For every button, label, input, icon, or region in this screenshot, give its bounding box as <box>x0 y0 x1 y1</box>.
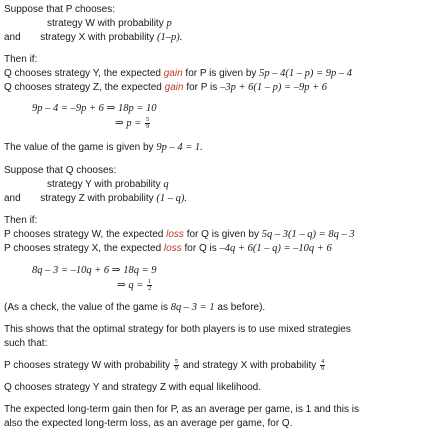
conclusion-line-1: This shows that the optimal strategy for both players is to use mixed strategies <box>4 324 351 335</box>
q-strategy-summary: Q chooses strategy Y and strategy Z with equal likelihood. <box>4 382 261 393</box>
loss-word: loss <box>163 243 182 254</box>
fraction-p: $\frac{5}{9}$ <box>146 116 150 131</box>
equation-q-1: 8q – 3 = –10q + 6 ⇒ 18q = 9 <box>32 265 157 276</box>
equation-q-2: ⇒ q = $\frac{1}{2}$ <box>117 278 152 293</box>
q-choice-intro: Suppose that Q chooses: <box>4 165 117 176</box>
final-paragraph-line-2: also the expected long-term loss, as an average per game, for Q. <box>4 418 293 429</box>
then-if-heading-2: Then if: <box>4 215 38 226</box>
conclusion-line-2: such that: <box>4 338 48 349</box>
check-line: (As a check, the value of the game is 8q – 3 = 1 as before). <box>4 302 266 313</box>
q-chooses-z-line: Q chooses strategy Z, the expected gain for P is –3p + 6(1 – p) = –9p + 6 <box>4 82 328 93</box>
p-chooses-x-line: P chooses strategy X, the expected loss for Q is –4q + 6(1 – q) = –10q + 6 <box>4 243 332 254</box>
q-chooses-y-line: Q chooses strategy Y, the expected gain for P is given by 5p – 4(1 – p) = 9p – 4 <box>4 68 353 79</box>
final-paragraph-line-1: The expected long-term gain then for P, as an average per game, is 1 and this is <box>4 404 360 415</box>
q-choice-option-y: strategy Y with probability q <box>47 179 169 190</box>
p-choice-option-w: strategy W with probability p <box>47 18 172 29</box>
p-choice-option-x: and strategy X with probability (1–p). <box>4 32 183 43</box>
loss-word: loss <box>166 229 184 240</box>
fraction-q: $\frac{1}{2}$ <box>148 278 152 293</box>
gain-word: gain <box>163 68 183 79</box>
gain-word: gain <box>164 82 184 93</box>
p-strategy-summary: P chooses strategy W with probability $\frac{5}{9}$ and strategy X with probability $\frac{4}{9}$ <box>4 358 325 372</box>
then-if-heading-1: Then if: <box>4 54 38 65</box>
game-value-line-1: The value of the game is given by 9p – 4 = 1. <box>4 142 203 153</box>
q-choice-option-z: and strategy Z with probability (1 – q). <box>4 193 188 204</box>
fraction-w: $\frac{5}{9}$ <box>174 358 179 372</box>
equation-p-1: 9p – 4 = –9p + 6 ⇒ 18p = 10 <box>32 103 157 114</box>
fraction-x: $\frac{4}{9}$ <box>321 358 325 372</box>
p-choice-intro: Suppose that P chooses: <box>4 4 116 15</box>
equation-p-2: ⇒ p = $\frac{5}{9}$ <box>115 116 150 131</box>
p-chooses-w-line: P chooses strategy W, the expected loss for Q is given by 5q – 3(1 – q) = 8q – 3 <box>4 229 355 240</box>
